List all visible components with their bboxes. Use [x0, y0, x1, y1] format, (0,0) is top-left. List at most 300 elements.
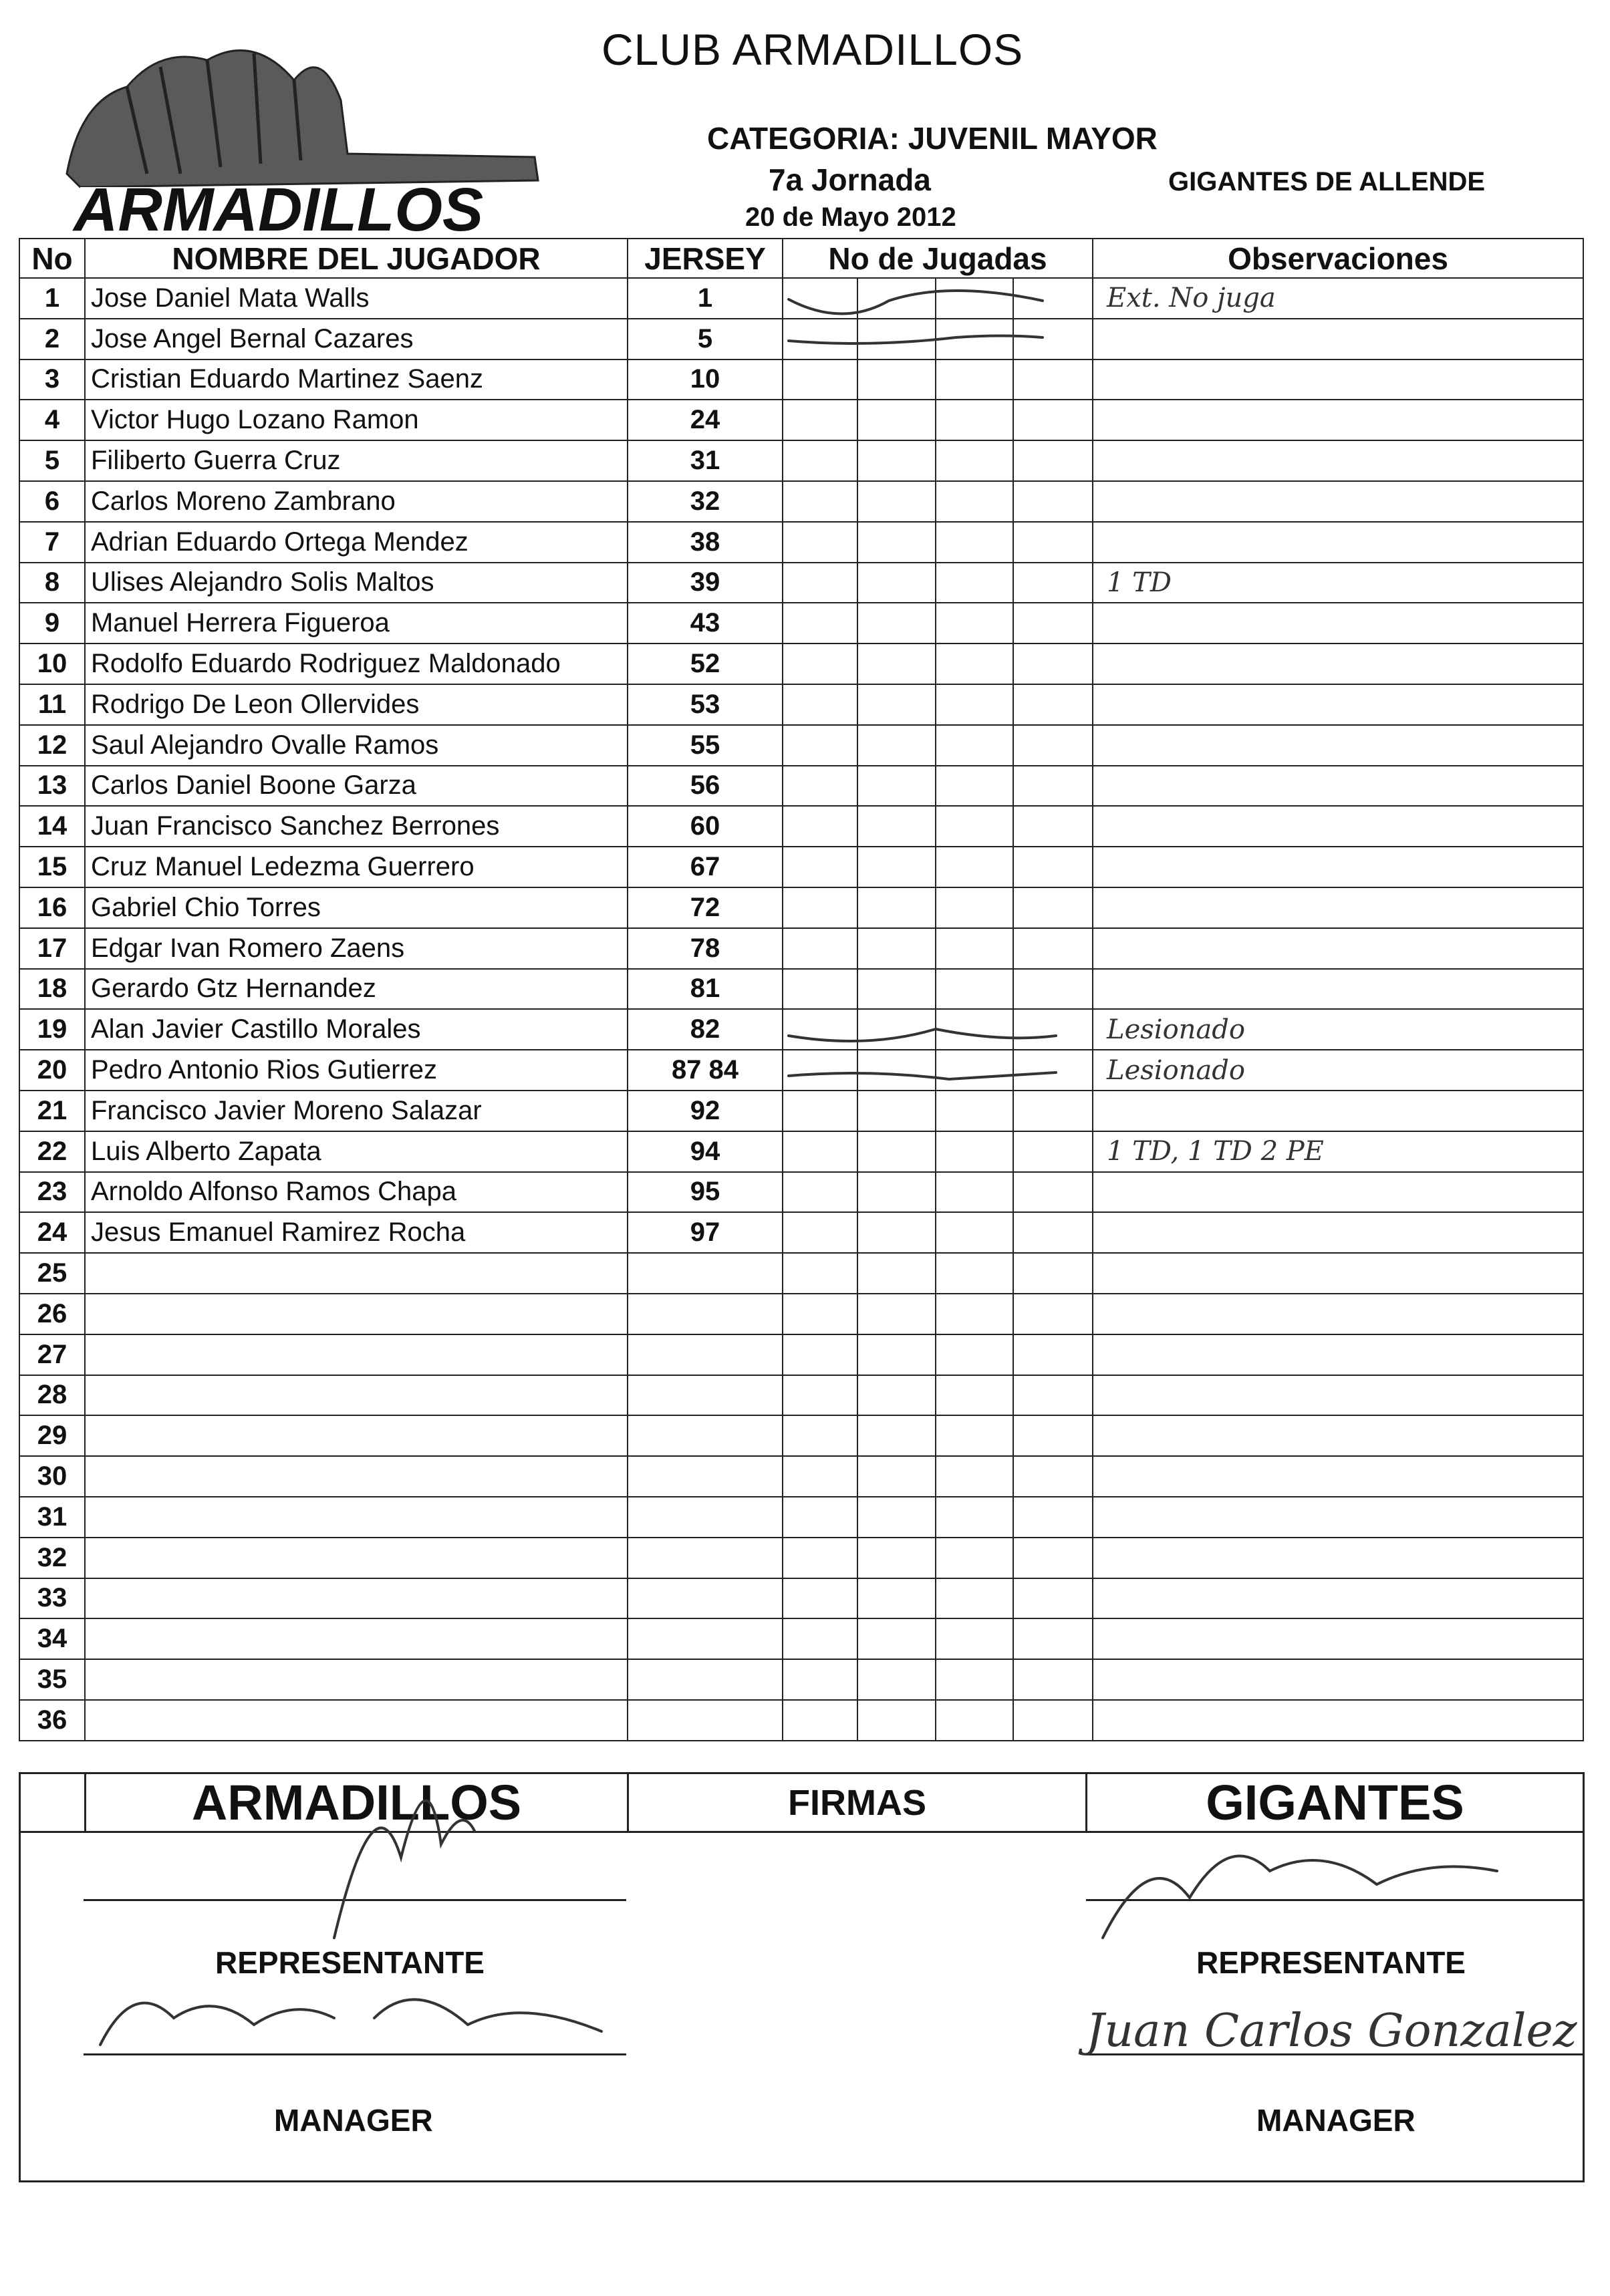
- player-name: Alan Javier Castillo Morales: [85, 1009, 628, 1050]
- table-row: [19, 1050, 1583, 1091]
- play-tally-cell: [1013, 1497, 1093, 1538]
- row-number: 14: [19, 806, 85, 847]
- jersey-number: 95: [628, 1172, 783, 1213]
- play-tally-cell: [857, 1375, 936, 1416]
- jersey-number: 52: [628, 643, 783, 684]
- play-tally-cell: [857, 969, 936, 1010]
- jersey-number: 5: [628, 319, 783, 360]
- table-row: [19, 766, 1583, 807]
- observation-cell: 1 TD, 1 TD 2 PE: [1093, 1131, 1583, 1172]
- row-number: 28: [19, 1375, 85, 1416]
- play-tally-cell: [857, 1131, 936, 1172]
- play-tally-cell: [1013, 766, 1093, 807]
- row-number: 25: [19, 1253, 85, 1294]
- player-name: Juan Francisco Sanchez Berrones: [85, 806, 628, 847]
- jersey-number: [628, 1578, 783, 1619]
- play-tally-cell: [1013, 1700, 1093, 1741]
- row-number: 26: [19, 1294, 85, 1334]
- play-tally-cell: [936, 481, 1013, 522]
- table-row: [19, 806, 1583, 847]
- play-tally-cell: [857, 481, 936, 522]
- play-tally-cell: [783, 1415, 857, 1456]
- col-jersey: JERSEY: [628, 239, 783, 278]
- player-name: Rodolfo Eduardo Rodriguez Maldonado: [85, 643, 628, 684]
- row-number: 23: [19, 1172, 85, 1213]
- player-name: Jesus Emanuel Ramirez Rocha: [85, 1212, 628, 1253]
- jersey-number: 60: [628, 806, 783, 847]
- left-representante-label: REPRESENTANTE: [215, 1945, 485, 1980]
- play-tally-cell: [936, 1212, 1013, 1253]
- table-row: [19, 1618, 1583, 1659]
- row-number: 10: [19, 643, 85, 684]
- table-row: [19, 887, 1583, 928]
- player-name: Manuel Herrera Figueroa: [85, 603, 628, 643]
- play-tally-cell: [936, 1131, 1013, 1172]
- row-number: 12: [19, 725, 85, 766]
- player-name: Cruz Manuel Ledezma Guerrero: [85, 847, 628, 887]
- play-tally-cell: [1013, 1415, 1093, 1456]
- date-label: 20 de Mayo 2012: [745, 202, 956, 232]
- play-tally-cell: [1013, 1375, 1093, 1416]
- player-name: Cristian Eduardo Martinez Saenz: [85, 360, 628, 400]
- table-row: [19, 1294, 1583, 1334]
- observation-cell: [1093, 440, 1583, 481]
- player-name: Adrian Eduardo Ortega Mendez: [85, 522, 628, 563]
- player-name: Edgar Ivan Romero Zaens: [85, 928, 628, 969]
- jersey-number: 53: [628, 684, 783, 725]
- play-tally-cell: [783, 806, 857, 847]
- play-tally-cell: [1013, 563, 1093, 603]
- play-tally-cell: [857, 887, 936, 928]
- observation-cell: [1093, 603, 1583, 643]
- play-tally-cell: [1013, 400, 1093, 440]
- play-tally-cell: [936, 400, 1013, 440]
- row-number: 8: [19, 563, 85, 603]
- play-tally-cell: [1013, 278, 1093, 319]
- play-tally-cell: [936, 766, 1013, 807]
- col-jugadas: No de Jugadas: [783, 239, 1093, 278]
- table-row: [19, 1415, 1583, 1456]
- row-number: 34: [19, 1618, 85, 1659]
- jersey-number: 67: [628, 847, 783, 887]
- play-tally-cell: [936, 1497, 1013, 1538]
- player-name: [85, 1375, 628, 1416]
- play-tally-cell: [783, 319, 857, 360]
- play-tally-cell: [936, 1618, 1013, 1659]
- category-label: CATEGORIA: JUVENIL MAYOR: [707, 121, 1158, 156]
- observation-cell: [1093, 1172, 1583, 1213]
- jersey-number: [628, 1618, 783, 1659]
- player-name: Filiberto Guerra Cruz: [85, 440, 628, 481]
- player-name: [85, 1659, 628, 1700]
- table-row: [19, 1659, 1583, 1700]
- play-tally-cell: [783, 481, 857, 522]
- play-tally-cell: [1013, 603, 1093, 643]
- play-tally-cell: [936, 847, 1013, 887]
- play-tally-cell: [1013, 887, 1093, 928]
- play-tally-cell: [936, 969, 1013, 1010]
- left-manager-label: MANAGER: [274, 2103, 433, 2138]
- row-number: 20: [19, 1050, 85, 1091]
- row-number: 31: [19, 1497, 85, 1538]
- jersey-number: 72: [628, 887, 783, 928]
- play-tally-cell: [1013, 1009, 1093, 1050]
- play-tally-cell: [1013, 481, 1093, 522]
- table-row: [19, 481, 1583, 522]
- play-tally-cell: [936, 1415, 1013, 1456]
- play-tally-cell: [1013, 1334, 1093, 1375]
- observation-cell: [1093, 766, 1583, 807]
- observation-cell: [1093, 1415, 1583, 1456]
- table-row: [19, 603, 1583, 643]
- play-tally-cell: [783, 928, 857, 969]
- play-tally-cell: [783, 1212, 857, 1253]
- row-number: 4: [19, 400, 85, 440]
- player-name: [85, 1497, 628, 1538]
- row-number: 5: [19, 440, 85, 481]
- play-tally-cell: [783, 1294, 857, 1334]
- row-number: 19: [19, 1009, 85, 1050]
- play-tally-cell: [783, 1659, 857, 1700]
- play-tally-cell: [857, 1497, 936, 1538]
- play-tally-cell: [783, 278, 857, 319]
- roster-header-row: [19, 239, 1583, 278]
- play-tally-cell: [857, 603, 936, 643]
- armadillos-logo: [53, 20, 548, 237]
- observation-cell: [1093, 522, 1583, 563]
- play-tally-cell: [1013, 847, 1093, 887]
- row-number: 9: [19, 603, 85, 643]
- table-row: [19, 1091, 1583, 1131]
- signatures-label: FIRMAS: [628, 1773, 1087, 1832]
- play-tally-cell: [783, 1131, 857, 1172]
- player-name: Saul Alejandro Ovalle Ramos: [85, 725, 628, 766]
- play-tally-cell: [857, 319, 936, 360]
- play-tally-cell: [936, 1700, 1013, 1741]
- player-name: [85, 1253, 628, 1294]
- play-tally-cell: [783, 1253, 857, 1294]
- observation-cell: [1093, 1700, 1583, 1741]
- play-tally-cell: [857, 806, 936, 847]
- play-tally-cell: [936, 563, 1013, 603]
- row-number: 36: [19, 1700, 85, 1741]
- play-tally-cell: [936, 1091, 1013, 1131]
- play-tally-cell: [783, 847, 857, 887]
- play-tally-cell: [936, 1659, 1013, 1700]
- player-name: Pedro Antonio Rios Gutierrez: [85, 1050, 628, 1091]
- table-row: [19, 1538, 1583, 1578]
- row-number: 17: [19, 928, 85, 969]
- play-tally-cell: [783, 1009, 857, 1050]
- player-name: [85, 1456, 628, 1497]
- observation-cell: Ext. No juga: [1093, 278, 1583, 319]
- jersey-number: [628, 1253, 783, 1294]
- observation-cell: [1093, 887, 1583, 928]
- observation-cell: [1093, 1538, 1583, 1578]
- table-row: [19, 1375, 1583, 1416]
- play-tally-cell: [936, 319, 1013, 360]
- observation-cell: [1093, 319, 1583, 360]
- play-tally-cell: [783, 1375, 857, 1416]
- player-name: [85, 1578, 628, 1619]
- observation-cell: [1093, 969, 1583, 1010]
- play-tally-cell: [1013, 725, 1093, 766]
- play-tally-cell: [783, 1334, 857, 1375]
- play-tally-cell: [1013, 684, 1093, 725]
- table-row: [19, 847, 1583, 887]
- jersey-number: 81: [628, 969, 783, 1010]
- play-tally-cell: [783, 1172, 857, 1213]
- table-row: [19, 1578, 1583, 1619]
- play-tally-cell: [936, 806, 1013, 847]
- play-tally-cell: [936, 440, 1013, 481]
- jersey-number: 78: [628, 928, 783, 969]
- jersey-number: [628, 1294, 783, 1334]
- player-name: Ulises Alejandro Solis Maltos: [85, 563, 628, 603]
- table-row: [19, 400, 1583, 440]
- play-tally-cell: [783, 440, 857, 481]
- observation-cell: [1093, 1253, 1583, 1294]
- table-row: [19, 1253, 1583, 1294]
- row-number: 33: [19, 1578, 85, 1619]
- play-tally-cell: [936, 1456, 1013, 1497]
- observation-cell: Lesionado: [1093, 1009, 1583, 1050]
- play-tally-cell: [936, 928, 1013, 969]
- play-tally-cell: [1013, 1050, 1093, 1091]
- player-name: [85, 1334, 628, 1375]
- observation-cell: [1093, 1334, 1583, 1375]
- play-tally-cell: [1013, 1618, 1093, 1659]
- observation-cell: [1093, 1578, 1583, 1619]
- play-tally-cell: [857, 1415, 936, 1456]
- play-tally-cell: [857, 766, 936, 807]
- play-tally-cell: [857, 684, 936, 725]
- row-number: 24: [19, 1212, 85, 1253]
- row-number: 2: [19, 319, 85, 360]
- row-number: 21: [19, 1091, 85, 1131]
- row-number: 15: [19, 847, 85, 887]
- play-tally-cell: [783, 1497, 857, 1538]
- table-row: [19, 1334, 1583, 1375]
- play-tally-cell: [783, 725, 857, 766]
- play-tally-cell: [857, 1659, 936, 1700]
- play-tally-cell: [936, 278, 1013, 319]
- jersey-number: 1: [628, 278, 783, 319]
- play-tally-cell: [783, 1618, 857, 1659]
- jersey-number: [628, 1700, 783, 1741]
- table-row: [19, 969, 1583, 1010]
- observation-cell: [1093, 928, 1583, 969]
- jersey-number: 94: [628, 1131, 783, 1172]
- play-tally-cell: [857, 1172, 936, 1213]
- row-number: 29: [19, 1415, 85, 1456]
- row-number: 7: [19, 522, 85, 563]
- play-tally-cell: [936, 1294, 1013, 1334]
- play-tally-cell: [1013, 1578, 1093, 1619]
- play-tally-cell: [783, 969, 857, 1010]
- club-title: CLUB ARMADILLOS: [601, 25, 1024, 74]
- play-tally-cell: [1013, 440, 1093, 481]
- row-number: 35: [19, 1659, 85, 1700]
- left-manager-line: [84, 2053, 626, 2055]
- play-tally-cell: [857, 563, 936, 603]
- table-row: [19, 522, 1583, 563]
- table-row: [19, 643, 1583, 684]
- col-no: No: [19, 239, 85, 278]
- player-name: Luis Alberto Zapata: [85, 1131, 628, 1172]
- play-tally-cell: [783, 563, 857, 603]
- play-tally-cell: [783, 1578, 857, 1619]
- play-tally-cell: [857, 1334, 936, 1375]
- jersey-number: [628, 1375, 783, 1416]
- play-tally-cell: [936, 1334, 1013, 1375]
- play-tally-cell: [936, 360, 1013, 400]
- play-tally-cell: [857, 1050, 936, 1091]
- right-manager-label: MANAGER: [1256, 2103, 1416, 2138]
- right-representante-label: REPRESENTANTE: [1196, 1945, 1466, 1980]
- jersey-number: 97: [628, 1212, 783, 1253]
- play-tally-cell: [1013, 1538, 1093, 1578]
- play-tally-cell: [857, 278, 936, 319]
- play-tally-cell: [1013, 643, 1093, 684]
- play-tally-cell: [783, 1700, 857, 1741]
- play-tally-cell: [857, 928, 936, 969]
- row-number: 22: [19, 1131, 85, 1172]
- play-tally-cell: [857, 1538, 936, 1578]
- left-signature-line: [84, 1899, 626, 1901]
- observation-cell: [1093, 1618, 1583, 1659]
- observation-cell: [1093, 1375, 1583, 1416]
- play-tally-cell: [1013, 1294, 1093, 1334]
- jersey-number: [628, 1456, 783, 1497]
- player-name: Carlos Moreno Zambrano: [85, 481, 628, 522]
- observation-cell: [1093, 481, 1583, 522]
- play-tally-cell: [783, 887, 857, 928]
- jersey-number: 43: [628, 603, 783, 643]
- play-tally-cell: [1013, 1131, 1093, 1172]
- jersey-number: [628, 1659, 783, 1700]
- play-tally-cell: [1013, 806, 1093, 847]
- observation-cell: [1093, 684, 1583, 725]
- row-number: 16: [19, 887, 85, 928]
- opponent-label: GIGANTES DE ALLENDE: [1168, 167, 1486, 196]
- right-signature-line: [1086, 1899, 1584, 1901]
- jersey-number: 56: [628, 766, 783, 807]
- play-tally-cell: [1013, 1659, 1093, 1700]
- jersey-number: 87 84: [628, 1050, 783, 1091]
- play-tally-cell: [857, 360, 936, 400]
- table-row: [19, 1212, 1583, 1253]
- play-tally-cell: [1013, 928, 1093, 969]
- play-tally-cell: [936, 1375, 1013, 1416]
- play-tally-cell: [936, 1253, 1013, 1294]
- play-tally-cell: [857, 1700, 936, 1741]
- table-row: [19, 1131, 1583, 1172]
- play-tally-cell: [783, 360, 857, 400]
- play-tally-cell: [857, 1253, 936, 1294]
- table-row: [19, 1456, 1583, 1497]
- play-tally-cell: [783, 1091, 857, 1131]
- player-name: [85, 1618, 628, 1659]
- observation-cell: [1093, 643, 1583, 684]
- play-tally-cell: [1013, 1212, 1093, 1253]
- table-row: [19, 360, 1583, 400]
- play-tally-cell: [936, 522, 1013, 563]
- observation-cell: [1093, 806, 1583, 847]
- observation-cell: [1093, 1294, 1583, 1334]
- row-number: 11: [19, 684, 85, 725]
- player-name: Carlos Daniel Boone Garza: [85, 766, 628, 807]
- col-observaciones: Observaciones: [1093, 239, 1583, 278]
- table-row: [19, 1172, 1583, 1213]
- play-tally-cell: [936, 1578, 1013, 1619]
- table-row: [19, 1700, 1583, 1741]
- play-tally-cell: [936, 1050, 1013, 1091]
- player-name: Victor Hugo Lozano Ramon: [85, 400, 628, 440]
- player-name: Rodrigo De Leon Ollervides: [85, 684, 628, 725]
- right-manager-name: Juan Carlos Gonzalez: [1086, 2005, 1577, 2057]
- row-number: 1: [19, 278, 85, 319]
- table-row: [19, 563, 1583, 603]
- play-tally-cell: [783, 1050, 857, 1091]
- play-tally-cell: [1013, 1172, 1093, 1213]
- play-tally-cell: [857, 1578, 936, 1619]
- play-tally-cell: [857, 643, 936, 684]
- row-number: 13: [19, 766, 85, 807]
- player-name: Jose Daniel Mata Walls: [85, 278, 628, 319]
- play-tally-cell: [783, 603, 857, 643]
- play-tally-cell: [1013, 1091, 1093, 1131]
- logo-text: ARMADILLOS: [74, 176, 484, 237]
- play-tally-cell: [783, 643, 857, 684]
- play-tally-cell: [857, 1456, 936, 1497]
- table-row: [19, 1497, 1583, 1538]
- play-tally-cell: [857, 522, 936, 563]
- round-label: 7a Jornada: [769, 162, 931, 197]
- player-name: Gerardo Gtz Hernandez: [85, 969, 628, 1010]
- play-tally-cell: [1013, 969, 1093, 1010]
- right-team-label: GIGANTES: [1087, 1773, 1584, 1832]
- play-tally-cell: [1013, 360, 1093, 400]
- player-name: Arnoldo Alfonso Ramos Chapa: [85, 1172, 628, 1213]
- play-tally-cell: [783, 684, 857, 725]
- jersey-number: 38: [628, 522, 783, 563]
- play-tally-cell: [783, 1456, 857, 1497]
- play-tally-cell: [936, 684, 1013, 725]
- table-row: [19, 1009, 1583, 1050]
- jersey-number: 10: [628, 360, 783, 400]
- table-row: [19, 440, 1583, 481]
- table-row: [19, 278, 1583, 319]
- play-tally-cell: [783, 400, 857, 440]
- row-number: 3: [19, 360, 85, 400]
- roster-body: [19, 278, 1583, 1741]
- jersey-number: 24: [628, 400, 783, 440]
- row-number: 18: [19, 969, 85, 1010]
- play-tally-cell: [857, 400, 936, 440]
- observation-cell: [1093, 847, 1583, 887]
- play-tally-cell: [857, 1618, 936, 1659]
- observation-cell: [1093, 1497, 1583, 1538]
- play-tally-cell: [783, 1538, 857, 1578]
- observation-cell: [1093, 400, 1583, 440]
- jersey-number: 92: [628, 1091, 783, 1131]
- jersey-number: [628, 1538, 783, 1578]
- jersey-number: 31: [628, 440, 783, 481]
- player-name: [85, 1415, 628, 1456]
- play-tally-cell: [936, 643, 1013, 684]
- player-name: Jose Angel Bernal Cazares: [85, 319, 628, 360]
